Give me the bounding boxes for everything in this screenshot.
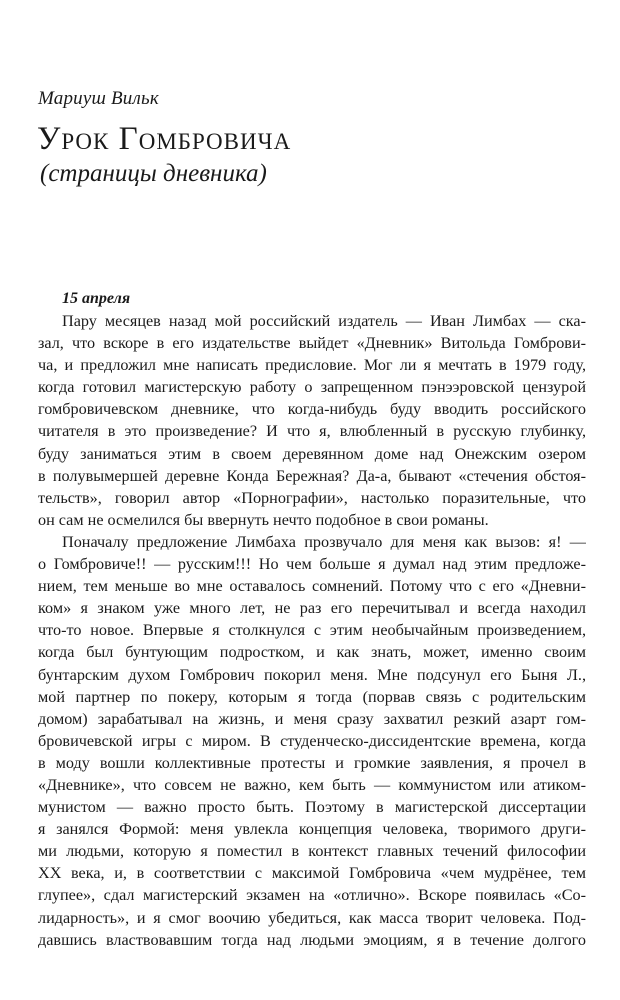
text-line: ча, и предложил мне написать предисловие. Мог ли я мечтать в 1979 году, — [38, 356, 586, 375]
text-line: Поначалу предложение Лимбаха прозвучало для меня как вызов: я! — — [62, 532, 586, 551]
text-line: XX века, и, в соответствии с максимой Гомбровича «чем мудрёнее, тем — [38, 864, 586, 883]
body-text — [38, 310, 586, 951]
text-line: давшись властвовавшим тогда над людьми эмоциям, я в течение долгого — [38, 930, 586, 949]
text-line: лидарность», и я смог воочию убедиться, как масса творит человека. Под- — [38, 908, 586, 927]
text-line: я занялся Формой: меня увлекла концепция человека, творимого други- — [38, 820, 586, 839]
author-name: Мариуш Вильк — [38, 88, 159, 109]
text-line: бровичевской игры с миром. В студенческо-диссидентские времена, когда — [38, 731, 586, 750]
text-line: нием, тем меньше во мне оставалось сомнений. Потому что с его «Дневни- — [38, 577, 586, 596]
text-line: ми людьми, которую я поместил в контекст главных течений философии — [38, 842, 586, 861]
text-line: буду заниматься этим в своем деревянном доме над Онежским озером — [38, 444, 586, 463]
text-line: мой партнер по покеру, которым я тогда (порвав связь с родительским — [38, 687, 586, 706]
text-line: домом) зарабатывал на жизнь, и меня сразу захватил резкий азарт гом- — [38, 709, 586, 728]
text-line: когда готовил магистерскую работу о запрещенном пэнээровской цензурой — [38, 378, 586, 397]
text-line: в моду вошли коллективные протесты и громкие заявления, я прочел в — [38, 753, 586, 772]
essay-subtitle: (страницы дневника) — [40, 160, 267, 187]
text-line: он сам не осмелился бы ввернуть нечто подобное в свои романы. — [38, 510, 489, 529]
text-line: мунистом — важно просто быть. Поэтому в магистерской диссертации — [38, 798, 586, 817]
text-line: Пару месяцев назад мой российский издатель — Иван Лимбах — ска- — [62, 312, 586, 330]
entry-date: 15 апреля — [62, 290, 131, 307]
text-line: о Гомбровиче!! — русским!!! Но чем больше я думал над этим предложе- — [38, 555, 586, 574]
essay-title: Урок Гомбровича — [37, 121, 292, 157]
text-line: бунтарским духом Гомбрович покорил меня. Мне подсунул его Быня Л., — [38, 665, 586, 684]
text-line: что-то новое. Впервые я столкнулся с этим необычайным произведением, — [38, 621, 586, 640]
text-line: читателя в это произведение? И что я, влюбленный в русскую глубинку, — [38, 422, 586, 441]
text-line: ком» я знаком уже много лет, не раз его перечитывал и всегда находил — [38, 599, 586, 618]
text-line: когда был бунтующим подростком, и как знать, может, именно своим — [38, 643, 586, 662]
text-line: зал, что вскоре в его издательстве выйдет «Дневник» Витольда Гомброви- — [38, 334, 586, 353]
text-line: в полувымершей деревне Конда Бережная? Да-а, бывают «стечения обстоя- — [38, 466, 586, 485]
text-line: глупее», сдал магистерский экзамен на «отлично». Вскоре появилась «Со- — [38, 886, 586, 905]
text-line: тельств», говорил автор «Порнографии», настолько поразительные, что — [38, 488, 586, 507]
text-line: гомбровичевском дневнике, что когда-нибудь буду вводить российского — [38, 400, 586, 419]
text-line: «Дневнике», что совсем не важно, кем быть — коммунистом или атиком- — [38, 775, 586, 794]
